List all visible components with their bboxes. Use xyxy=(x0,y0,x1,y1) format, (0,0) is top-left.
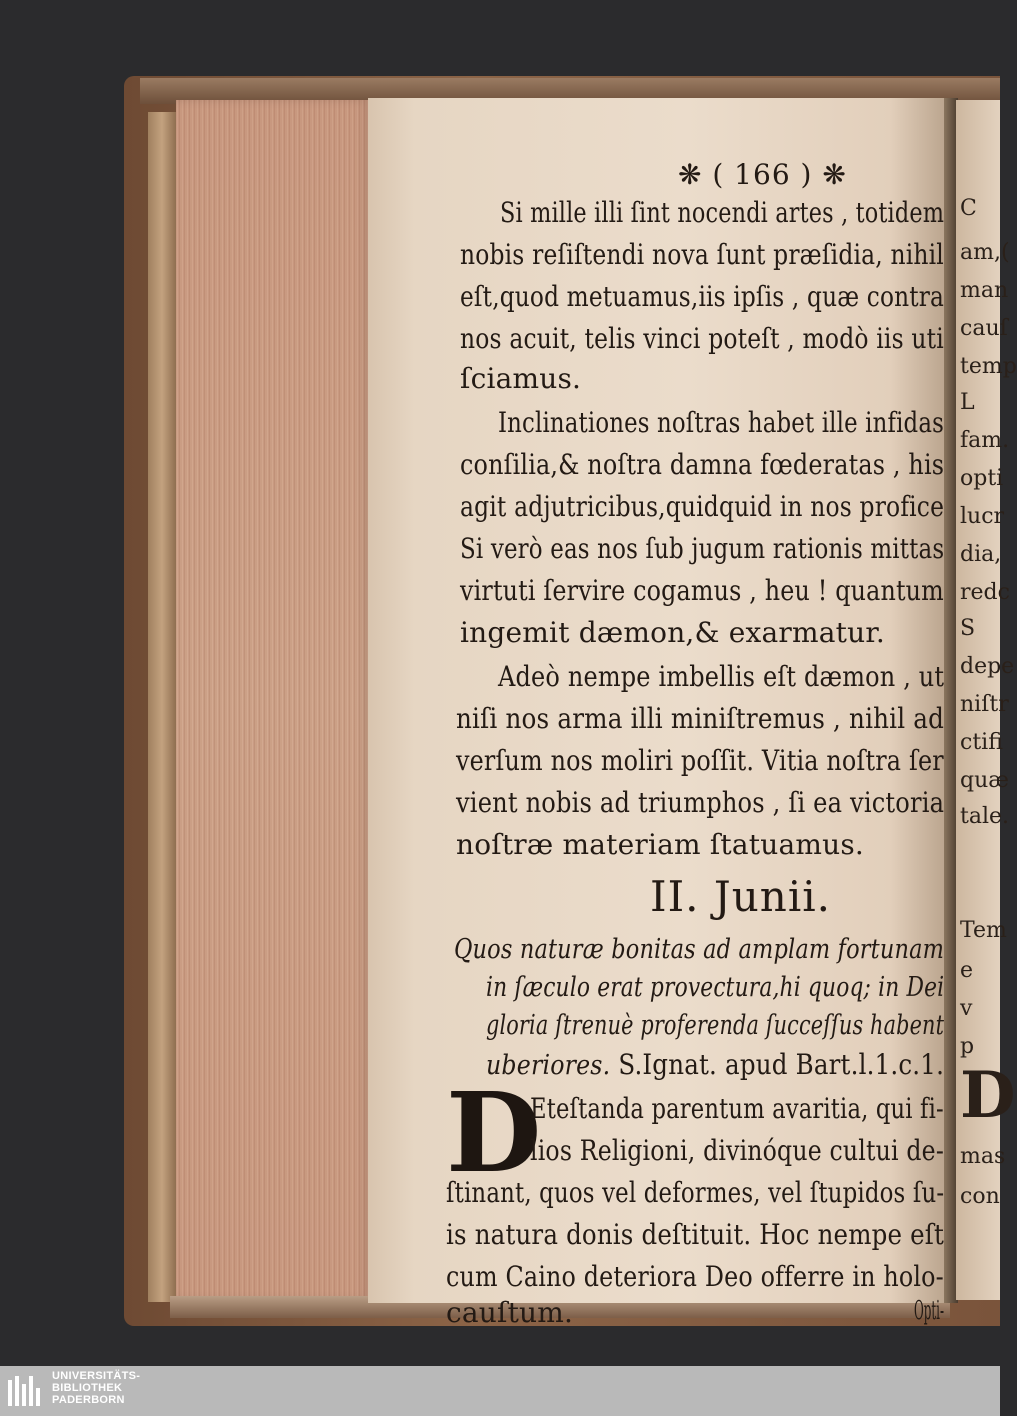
text-line: conſilia,& noſtra damna fœderatas , his xyxy=(460,448,945,481)
library-footer-bar xyxy=(0,1366,1000,1416)
text-line: Si verò eas nos ſub jugum rationis mittas xyxy=(460,532,945,565)
library-logo-icon xyxy=(6,1372,46,1410)
facing-fragment: cauſ xyxy=(960,316,1008,341)
text-line: nobis reſiſtendi nova ſunt præſidia, nihil xyxy=(460,238,944,271)
facing-fragment: mas xyxy=(960,1144,1006,1169)
facing-page-fragment xyxy=(956,100,1017,1300)
text-line: niſi nos arma illi miniſtremus , nihil ad xyxy=(456,702,945,735)
facing-fragment: quæ xyxy=(960,768,1009,793)
library-name-line: BIBLIOTHEK xyxy=(52,1382,123,1394)
facing-fragment: temp xyxy=(960,354,1017,379)
facing-fragment: tale. xyxy=(960,804,1010,829)
facing-fragment: D xyxy=(960,1058,1016,1133)
facing-fragment: man xyxy=(960,278,1009,303)
text-line: cauſtum. xyxy=(446,1296,574,1329)
facing-fragment: lucr xyxy=(960,504,1005,529)
facing-fragment: depe xyxy=(960,654,1015,679)
text-line: lios Religioni, divinóque cultui de- xyxy=(530,1134,944,1167)
text-line: cum Caino deteriora Deo offerre in holo- xyxy=(446,1260,944,1293)
text-line: ſtinant, quos vel deformes, vel ſtupidos ſu- xyxy=(446,1176,945,1209)
text-line: ingemit dæmon,& exarmatur. xyxy=(460,616,885,649)
library-name-line: UNIVERSITÄTS- xyxy=(52,1370,141,1382)
page-edges-tint xyxy=(176,100,370,1300)
facing-fragment: ctifi xyxy=(960,730,1003,755)
facing-fragment: am,( xyxy=(960,240,1010,265)
date-heading: II. Junii. xyxy=(650,872,832,921)
motto-last-line xyxy=(486,1048,944,1081)
text-line: eſt,quod metuamus,iis ipſis , quæ contra xyxy=(460,280,945,313)
facing-fragment: Tem xyxy=(960,918,1007,943)
text-line: Eteſtanda parentum avaritia, qui fi- xyxy=(530,1092,944,1125)
text-line: nos acuit, telis vinci poteſt , modò iis uti xyxy=(460,322,944,355)
motto-line: in ſæculo erat provectura,hi quoq; in Dei xyxy=(486,972,945,1003)
text-line: Adeò nempe imbellis eſt dæmon , ut xyxy=(498,660,945,693)
facing-fragment: fam. xyxy=(960,428,1010,453)
text-line: verſum nos moliri poſſit. Vitia noſtra ſer xyxy=(456,744,944,777)
page-number-header: ❋ ( 166 ) ❋ xyxy=(678,158,847,191)
facing-fragment: opti xyxy=(960,466,1004,491)
text-line: is natura donis deſtituit. Hoc nempe eſt xyxy=(446,1218,945,1251)
motto-source: S.Ignat. apud Bart.l.1.c.1. xyxy=(618,1048,945,1081)
text-line: Inclinationes noſtras habet ille infidas xyxy=(498,406,944,439)
text-line: virtuti ſervire cogamus , heu ! quantum xyxy=(460,574,944,607)
facing-fragment: niſtr xyxy=(960,692,1009,717)
facing-fragment: e xyxy=(960,958,974,983)
facing-fragment: S xyxy=(960,616,976,641)
facing-fragment: L xyxy=(960,390,975,415)
library-name-line: PADERBORN xyxy=(52,1394,125,1406)
drop-cap: D xyxy=(446,1068,542,1197)
motto-line: gloria ſtrenuè proferenda ſucceſſus habent xyxy=(486,1010,945,1041)
facing-fragment: C xyxy=(960,196,977,221)
catchword: Opti- xyxy=(914,1296,945,1326)
facing-fragment: v xyxy=(960,996,973,1021)
facing-fragment: redc xyxy=(960,580,1010,605)
motto-line: uberiores. xyxy=(486,1050,611,1081)
text-line: noſtræ materiam ſtatuamus. xyxy=(456,828,865,861)
motto-line: Quos naturæ bonitas ad amplam fortunam xyxy=(454,934,945,965)
facing-fragment: con xyxy=(960,1184,1000,1209)
library-name xyxy=(52,1370,140,1406)
text-line: Si mille illi ſint nocendi artes , totidem xyxy=(500,196,945,229)
text-line: agit adjutricibus,quidquid in nos profice xyxy=(460,490,945,523)
facing-fragment: p xyxy=(960,1034,975,1059)
facing-fragment: dia, xyxy=(960,542,1002,567)
text-line: ſciamus. xyxy=(460,362,582,395)
text-line: vient nobis ad triumphos , ſi ea victoria xyxy=(456,786,945,819)
book-spine xyxy=(148,112,176,1302)
